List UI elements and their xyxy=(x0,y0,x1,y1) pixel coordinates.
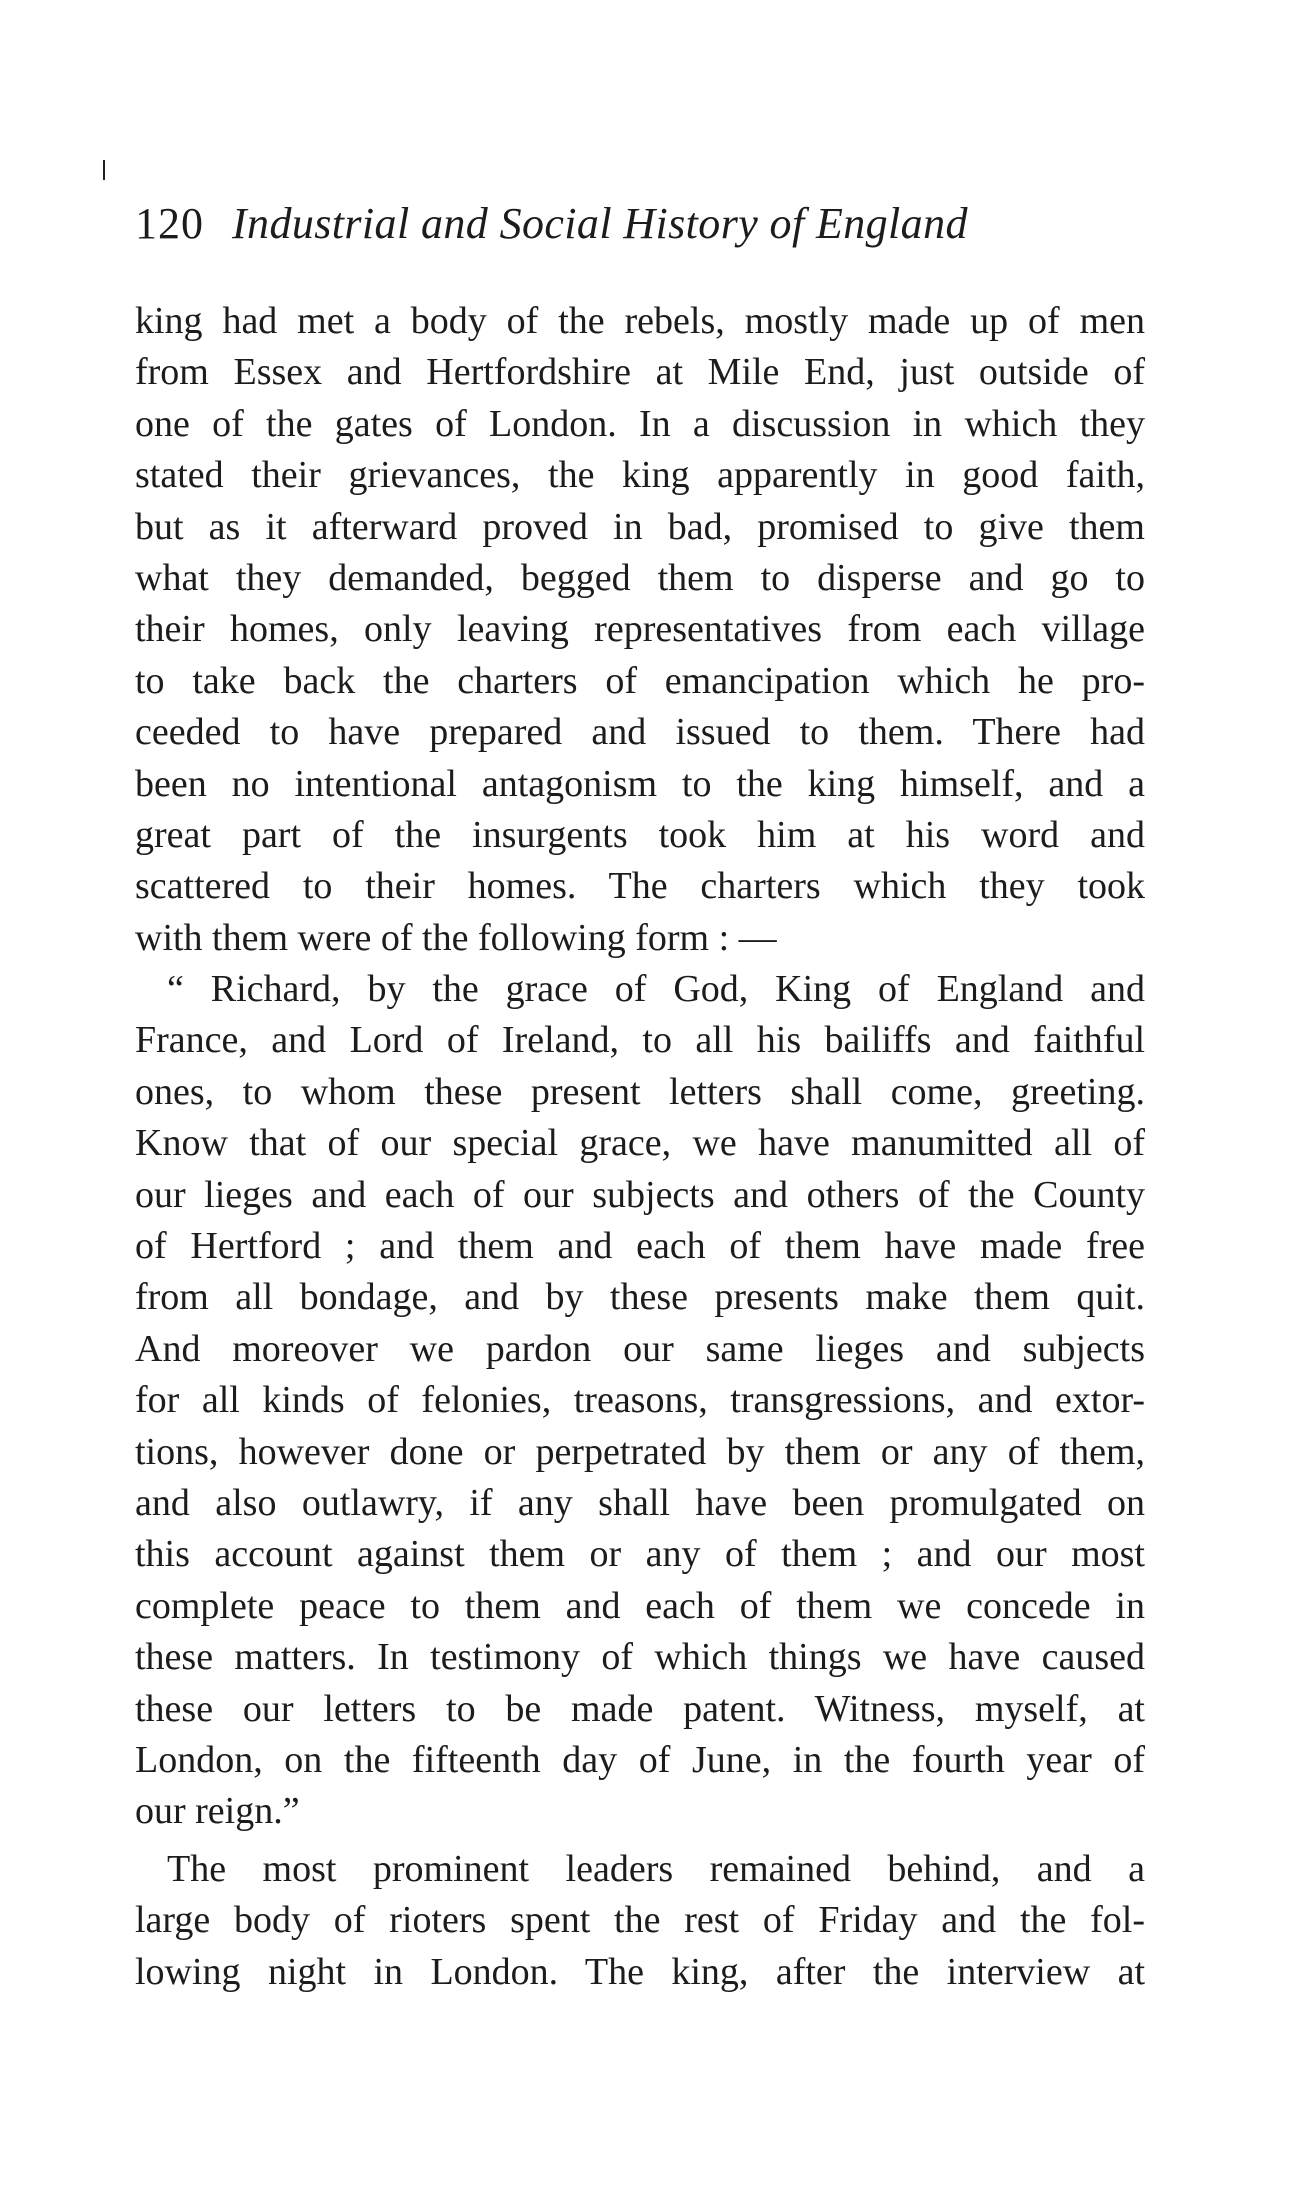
text-line: our reign.” xyxy=(135,1790,300,1833)
text-line: stated their grievances, the king apparently in good faith, xyxy=(135,454,1145,497)
text-line: from Essex and Hertfordshire at Mile End, just outside of xyxy=(135,351,1145,394)
text-line: great part of the insurgents took him at his word and xyxy=(135,813,1145,856)
text-line: from all bondage, and by these presents make them quit. xyxy=(135,1276,1145,1319)
margin-mark xyxy=(103,160,105,180)
text-line: their homes, only leaving representatives from each village xyxy=(135,608,1145,651)
text-line: ones, to whom these present letters shall come, greeting. xyxy=(135,1070,1145,1113)
text-line: to take back the charters of emancipation which he pro- xyxy=(135,659,1145,702)
body-text xyxy=(135,296,1145,1998)
text-line: and also outlawry, if any shall have been promulgated on xyxy=(135,1481,1145,1524)
text-line: France, and Lord of Ireland, to all his bailiffs and faithful xyxy=(135,1019,1145,1062)
text-line: king had met a body of the rebels, mostly made up of men xyxy=(135,300,1145,342)
text-line: with them were of the following form : — xyxy=(135,916,777,959)
text-line: this account against them or any of them ; and our most xyxy=(135,1533,1145,1576)
text-line: ceeded to have prepared and issued to them. There had xyxy=(135,711,1145,754)
text-line: one of the gates of London. In a discussion in which they xyxy=(135,402,1145,445)
text-line: of Hertford ; and them and each of them have made free xyxy=(135,1225,1145,1268)
text-line: London, on the fifteenth day of June, in the fourth year of xyxy=(135,1738,1145,1781)
text-line: been no intentional antagonism to the king himself, and a xyxy=(135,762,1145,805)
text-line: what they demanded, begged them to disperse and go to xyxy=(135,556,1145,599)
text-line: but as it afterward proved in bad, promised to give them xyxy=(135,505,1145,548)
paragraph xyxy=(135,1844,1145,1998)
running-head xyxy=(135,196,1145,252)
quoted-charter xyxy=(135,964,1145,1838)
running-title: Industrial and Social History of England xyxy=(232,199,968,248)
text-line: for all kinds of felonies, treasons, transgressions, and extor- xyxy=(135,1379,1145,1422)
text-line: The most prominent leaders remained behind, and a xyxy=(167,1847,1145,1890)
text-line: complete peace to them and each of them we concede in xyxy=(135,1584,1145,1627)
page-number: 120 xyxy=(135,199,204,248)
text-line: And moreover we pardon our same lieges and subjects xyxy=(135,1327,1145,1370)
text-line: scattered to their homes. The charters which they took xyxy=(135,865,1145,908)
paragraph xyxy=(135,296,1145,964)
text-line: these our letters to be made patent. Witness, myself, at xyxy=(135,1687,1145,1730)
text-line: Know that of our special grace, we have manumitted all of xyxy=(135,1122,1145,1165)
text-line: our lieges and each of our subjects and others of the County xyxy=(135,1173,1145,1216)
text-line: tions, however done or perpetrated by them or any of them, xyxy=(135,1430,1145,1473)
text-line: these matters. In testimony of which things we have caused xyxy=(135,1636,1145,1679)
text-line: “ Richard, by the grace of God, King of England and xyxy=(167,968,1145,1011)
text-line: lowing night in London. The king, after the interview at xyxy=(135,1950,1145,1993)
text-line: large body of rioters spent the rest of Friday and the fol- xyxy=(135,1899,1145,1942)
